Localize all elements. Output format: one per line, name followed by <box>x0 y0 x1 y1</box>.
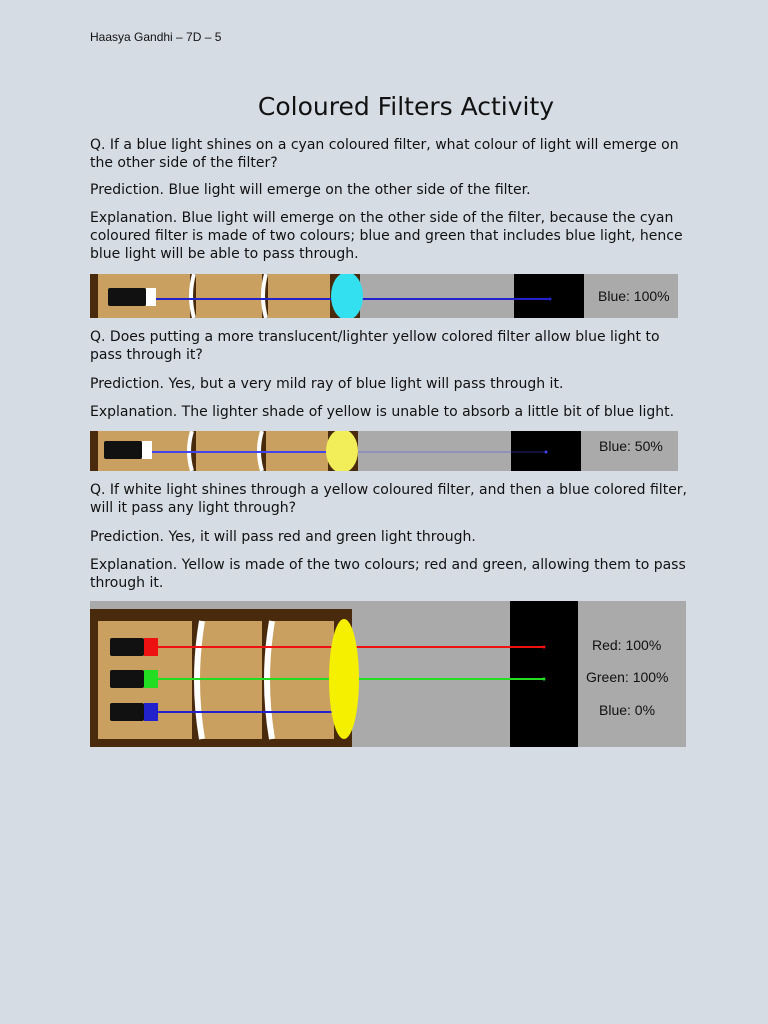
prediction-1: Prediction. Blue light will emerge on the other side of the filter. <box>90 182 531 198</box>
prediction-3: Prediction. Yes, it will pass red and green light through. <box>90 529 476 545</box>
filter-simulation-1 <box>90 274 678 318</box>
explanation-1: Explanation. Blue light will emerge on the other side of the filter, because the cyan coloured filter is made of two colours; blue and green that includes blue light, hence blue light will be able to pass through. <box>90 210 683 262</box>
question-1: Q. If a blue light shines on a cyan coloured filter, what colour of light will emerge on the other side of the filter? <box>90 137 679 171</box>
color-filter <box>326 431 358 471</box>
filter-simulation-3 <box>90 601 686 747</box>
beam-spot <box>545 451 548 454</box>
wood-panel <box>196 274 262 318</box>
flashlight-blue-tip <box>144 703 158 721</box>
wood-panel <box>268 274 330 318</box>
filter-simulation-2 <box>90 431 678 471</box>
readout-blue: Blue: 100% <box>598 288 670 304</box>
readout-red: Red: 100% <box>592 637 662 653</box>
page-title: Coloured Filters Activity <box>257 92 555 121</box>
beam-spot <box>543 646 546 649</box>
explanation-2: Explanation. The lighter shade of yellow is unable to absorb a little bit of blue light. <box>90 404 675 420</box>
flashlight-tip <box>142 441 152 459</box>
simulation-graphic <box>90 431 678 471</box>
readout-green: Green: 100% <box>586 669 669 685</box>
question-3: Q. If white light shines through a yellow coloured filter, and then a blue colored filter, will it pass any light through? <box>90 482 688 516</box>
screen <box>510 601 578 747</box>
color-filter <box>331 274 363 318</box>
author-line: Haasya Gandhi – 7D – 5 <box>90 30 222 44</box>
prediction-2: Prediction. Yes, but a very mild ray of blue light will pass through it. <box>90 376 564 392</box>
readout-blue: Blue: 50% <box>599 438 663 454</box>
readout-blue: Blue: 0% <box>599 702 656 718</box>
beam-spot <box>543 678 546 681</box>
flashlight-body <box>104 441 142 459</box>
flashlight-red-tip <box>144 638 158 656</box>
beam-spot <box>549 298 552 301</box>
screen <box>514 274 584 318</box>
flashlight-green-body <box>110 670 144 688</box>
color-filter <box>329 619 359 739</box>
flashlight-tip <box>146 288 156 306</box>
flashlight-blue-body <box>110 703 144 721</box>
simulation-graphic <box>90 274 678 318</box>
question-2: Q. Does putting a more translucent/lighter yellow colored filter allow blue light to pass through it? <box>90 329 660 363</box>
explanation-3: Explanation. Yellow is made of the two colours; red and green, allowing them to pass through it. <box>90 557 686 591</box>
flashlight-green-tip <box>144 670 158 688</box>
flashlight-body <box>108 288 146 306</box>
flashlight-red-body <box>110 638 144 656</box>
